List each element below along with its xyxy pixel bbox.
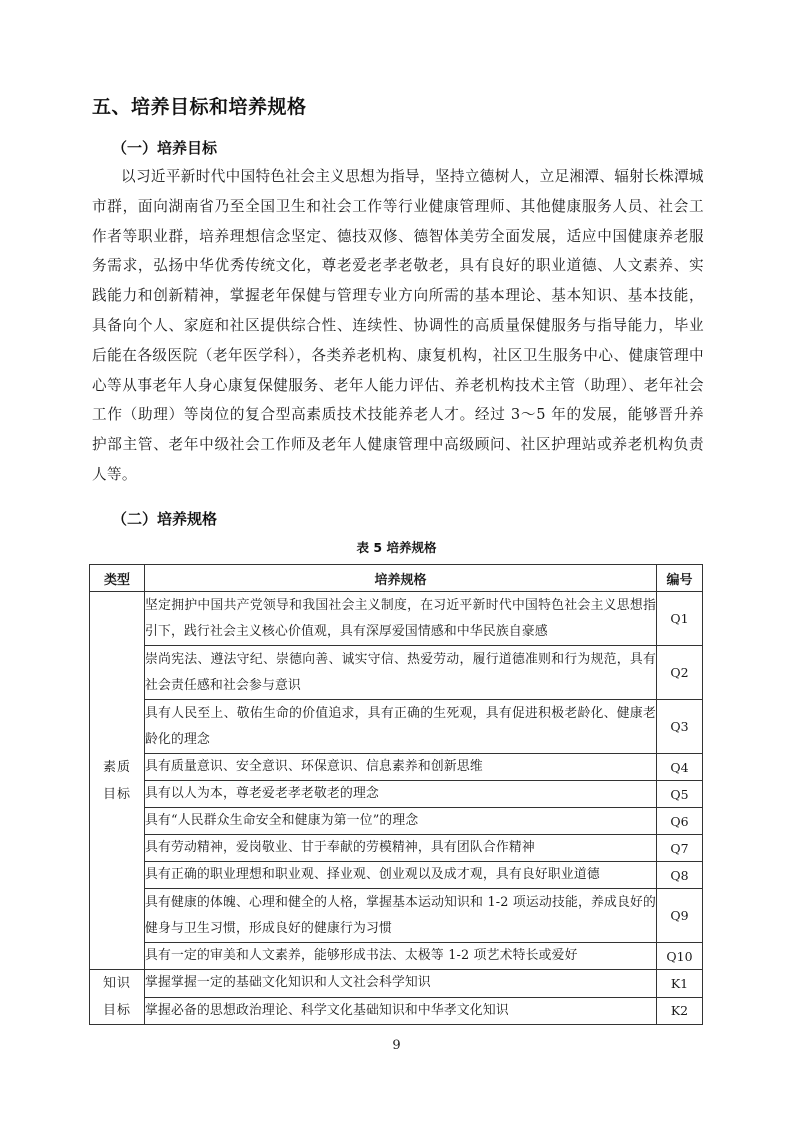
table-row	[90, 997, 703, 1025]
spec-text: 具有劳动精神，爱岗敬业、甘于奉献的劳模精神，具有团队合作精神	[145, 835, 657, 862]
spec-text: 具有质量意识、安全意识、环保意识、信息素养和创新思维	[145, 754, 657, 781]
table-row	[90, 889, 703, 943]
objective-paragraph: 以习近平新时代中国特色社会主义思想为指导，坚持立德树人，立足湘潭、辐射长株潭城市群，面向湖南省乃至全国卫生和社会工作等行业健康管理师、其他健康服务人员、社会工作者等职业群，培养理想信念坚定、德技双修、德智体美劳全面发展，适应中国健康养老服务需求，弘扬中华优秀传统文化，尊老爱老孝老敬老，具有良好的职业道德、人文素养、实践能力和创新精神，掌握老年保健与管理专业方向所需的基本理论、基本知识、基本技能，具备向个人、家庭和社区提供综合性、连续性、协调性的高质量保健服务与指导能力，毕业后能在各级医院（老年医学科），各类养老机构、康复机构，社区卫生服务中心、健康管理中心等从事老年人身心康复保健服务、老年人能力评估、养老机构技术主管（助理）、老年社会工作（助理）等岗位的复合型高素质技术技能养老人才。经过 3～5 年的发展，能够晋升养护部主管、老年中级社会工作师及老年人健康管理中高级顾问、社区护理站或养老机构负责人等。	[92, 168, 704, 483]
table-row	[90, 781, 703, 808]
specifications-table	[89, 564, 703, 1025]
spec-code: Q3	[657, 700, 703, 754]
spec-text: 掌握掌握一定的基础文化知识和人文社会科学知识	[145, 970, 657, 998]
table-row	[90, 592, 703, 646]
spec-text: 具有“人民群众生命安全和健康为第一位”的理念	[145, 808, 657, 835]
spec-text: 具有人民至上、敬佑生命的价值追求，具有正确的生死观，具有促进积极老龄化、健康老龄化的理念	[145, 700, 657, 754]
spec-code: K2	[657, 997, 703, 1025]
subsection-title-objectives: （一）培养目标	[112, 139, 218, 157]
table-caption: 表 5 培养规格	[356, 540, 437, 555]
table-row	[90, 862, 703, 889]
spec-text: 坚定拥护中国共产党领导和我国社会主义制度，在习近平新时代中国特色社会主义思想指引下，践行社会主义核心价值观，具有深厚爱国情感和中华民族自豪感	[145, 592, 657, 646]
spec-code: K1	[657, 970, 703, 998]
header-type: 类型	[90, 565, 145, 592]
category-cell: 知识目标	[90, 970, 145, 1025]
section-title: 五、培养目标和培养规格	[92, 96, 307, 118]
table-row	[90, 754, 703, 781]
table-row	[90, 970, 703, 998]
spec-code: Q2	[657, 646, 703, 700]
table-row	[90, 835, 703, 862]
subsection-title-specifications: （二）培养规格	[112, 510, 218, 528]
table-row	[90, 646, 703, 700]
spec-code: Q9	[657, 889, 703, 943]
spec-text: 具有以人为本，尊老爱老孝老敬老的理念	[145, 781, 657, 808]
category-cell: 素质目标	[90, 592, 145, 970]
spec-code: Q4	[657, 754, 703, 781]
spec-text: 崇尚宪法、遵法守纪、崇德向善、诚实守信、热爱劳动，履行道德准则和行为规范，具有社会责任感和社会参与意识	[145, 646, 657, 700]
table-row	[90, 808, 703, 835]
spec-text: 具有正确的职业理想和职业观、择业观、创业观以及成才观，具有良好职业道德	[145, 862, 657, 889]
spec-text: 具有一定的审美和人文素养，能够形成书法、太极等 1-2 项艺术特长或爱好	[145, 943, 657, 970]
spec-code: Q10	[657, 943, 703, 970]
header-specification: 培养规格	[145, 565, 657, 592]
header-code: 编号	[657, 565, 703, 592]
spec-code: Q5	[657, 781, 703, 808]
page-number: 9	[392, 1038, 401, 1053]
spec-code: Q1	[657, 592, 703, 646]
spec-code: Q7	[657, 835, 703, 862]
table-row	[90, 943, 703, 970]
table-header-row	[90, 565, 703, 592]
spec-code: Q6	[657, 808, 703, 835]
spec-text: 具有健康的体魄、心理和健全的人格，掌握基本运动知识和 1-2 项运动技能，养成良好的健身与卫生习惯，形成良好的健康行为习惯	[145, 889, 657, 943]
spec-code: Q8	[657, 862, 703, 889]
table-row	[90, 700, 703, 754]
spec-text: 掌握必备的思想政治理论、科学文化基础知识和中华孝文化知识	[145, 997, 657, 1025]
